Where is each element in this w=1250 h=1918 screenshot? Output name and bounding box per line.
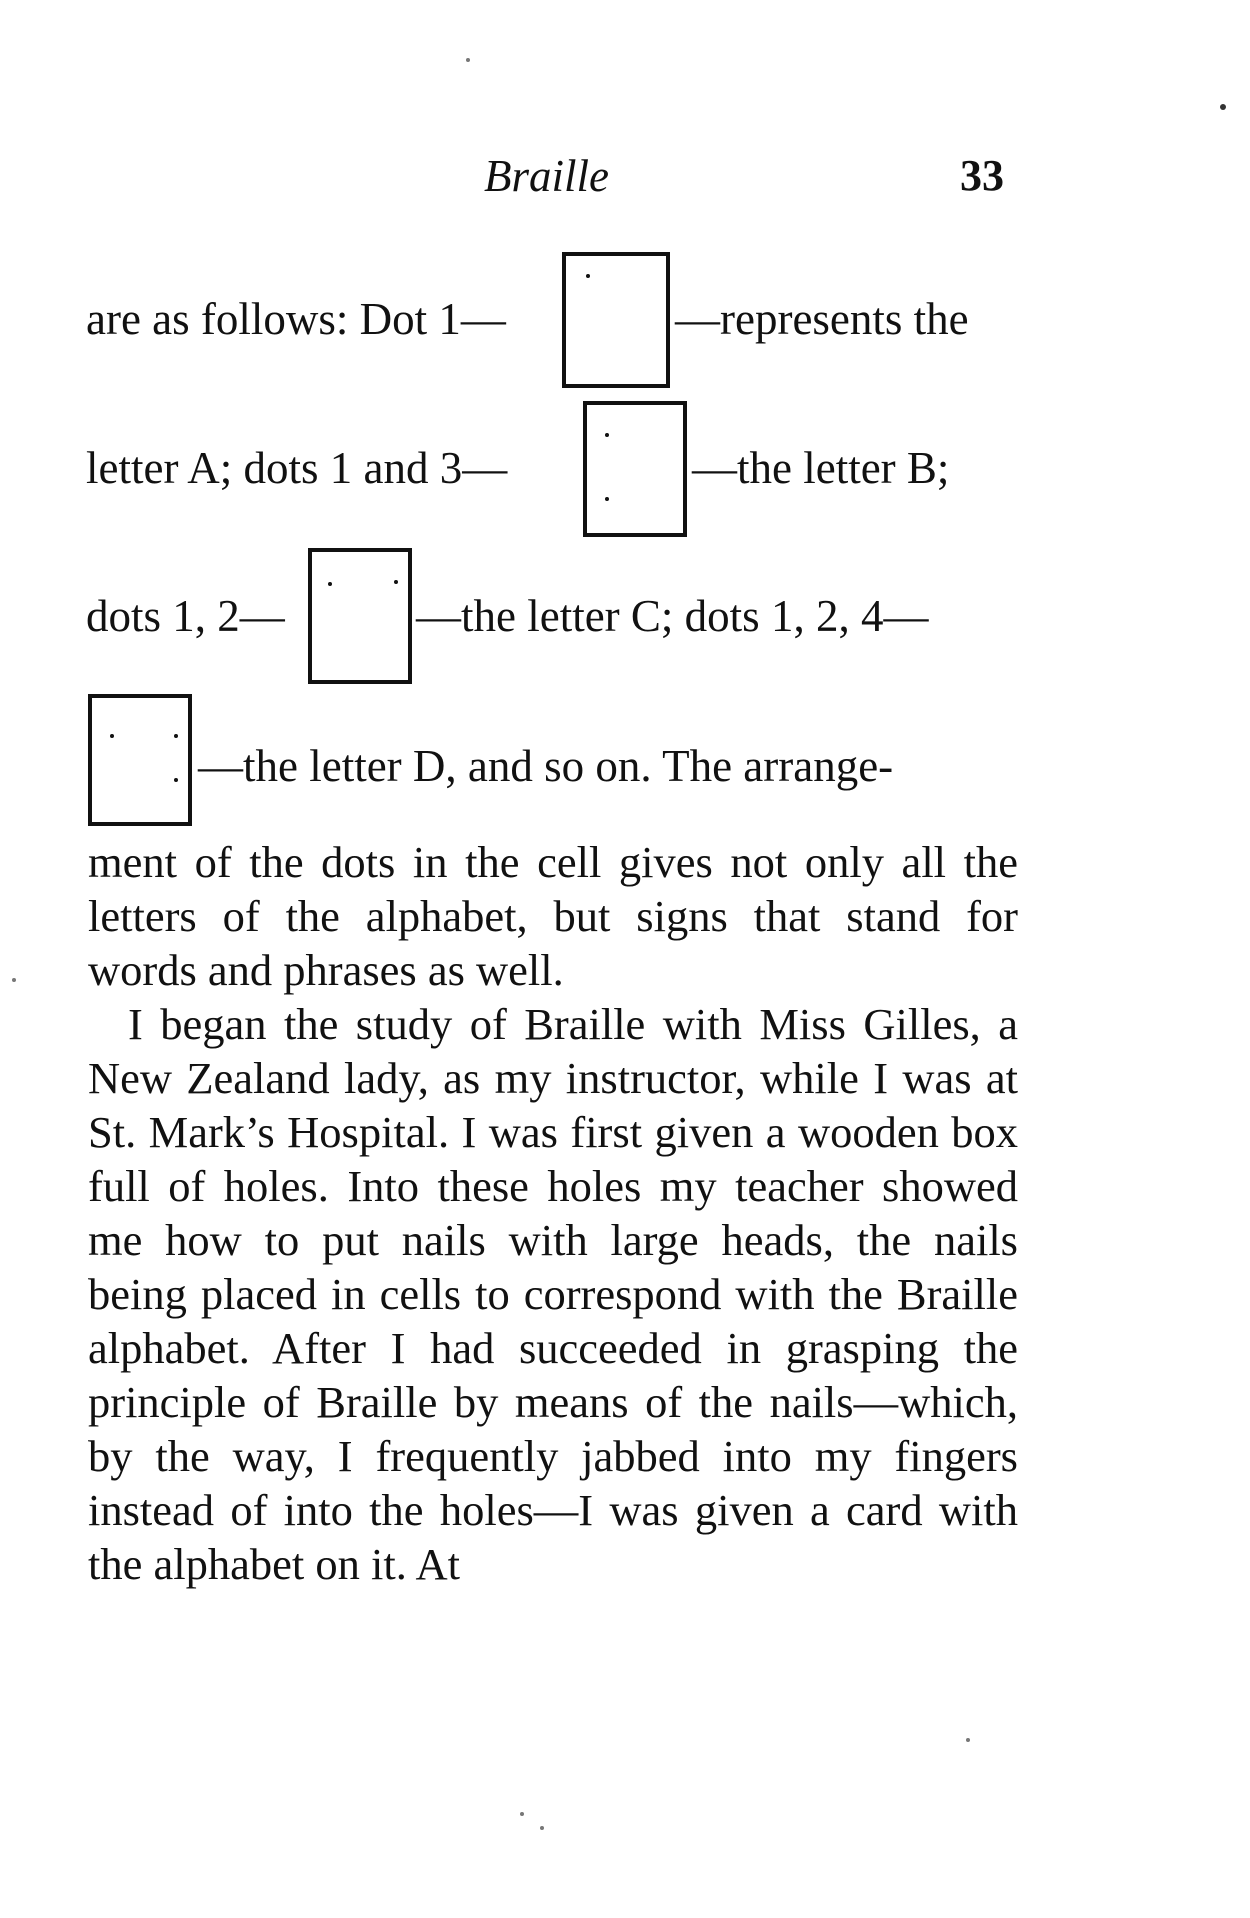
running-title: Braille <box>484 151 609 201</box>
page-header <box>0 150 1250 210</box>
scan-speck <box>466 58 470 62</box>
scan-speck <box>1220 104 1226 110</box>
braille-dot <box>328 582 332 586</box>
figure-line-1-after: —represents the <box>675 294 969 344</box>
page-number: 33 <box>960 151 1004 200</box>
scan-speck <box>966 1738 970 1742</box>
braille-dot <box>605 433 609 437</box>
braille-dot <box>174 778 178 782</box>
paragraph: I began the study of Braille with Miss Gilles, a New Zealand lady, as my instructor, while I was at St. Mark’s Hospital. I was first given a wooden box full of holes. Into these holes my teacher showed me how to put nails with large heads, the nails being placed in cells to correspond with the Braille alphabet. After I had succeeded in grasping the principle of Braille by means of the nails—which, by the way, I frequently jabbed into my fingers instead of into the holes—I was given a card with the alphabet on it. At <box>88 999 1018 1589</box>
figure-line-2-before: letter A; dots 1 and 3— <box>86 443 508 493</box>
braille-cell-letter-b <box>583 401 687 537</box>
scan-speck <box>520 1812 524 1816</box>
figure-line-4-after: —the letter D, and so on. The arrange- <box>198 741 894 791</box>
braille-dot <box>586 274 590 278</box>
braille-cell-letter-c <box>308 548 412 684</box>
figure-line-1-before: are as follows: Dot 1— <box>86 294 506 344</box>
scan-speck <box>12 978 16 982</box>
braille-dot <box>394 580 398 584</box>
figure-line-3-before: dots 1, 2— <box>86 591 285 641</box>
braille-dot <box>605 497 609 501</box>
paragraph: ment of the dots in the cell gives not only all the letters of the alphabet, but signs that stand for words and phrases as well. <box>88 837 1018 995</box>
scan-speck <box>540 1826 544 1830</box>
body-text <box>88 835 1018 1591</box>
braille-dot <box>174 734 178 738</box>
braille-cell-letter-d <box>88 694 192 826</box>
braille-dot <box>110 734 114 738</box>
figure-line-3-after: —the letter C; dots 1, 2, 4— <box>416 591 929 641</box>
braille-cell-letter-a <box>562 252 670 388</box>
figure-line-2-after: —the letter B; <box>692 443 950 493</box>
